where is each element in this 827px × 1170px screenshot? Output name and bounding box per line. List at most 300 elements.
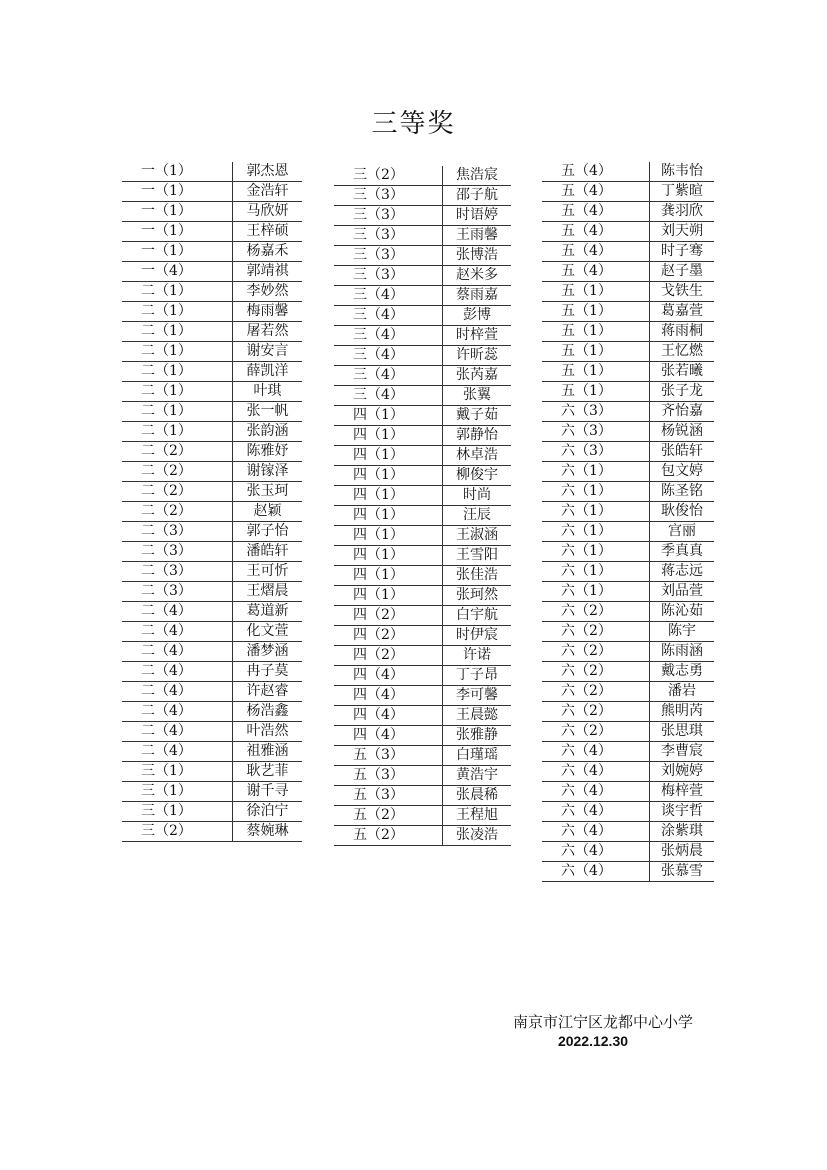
- table-row: [122, 582, 302, 602]
- table-row: [334, 626, 511, 646]
- class-cell: 五（1）: [542, 322, 650, 342]
- student-name-cell: 蔡雨嘉: [443, 286, 512, 306]
- class-cell: 一（1）: [122, 242, 233, 262]
- class-cell: 二（2）: [122, 462, 233, 482]
- student-name-cell: 柳俊宇: [443, 466, 512, 486]
- student-name-cell: 金浩轩: [233, 182, 303, 202]
- table-row: [122, 162, 302, 182]
- award-list-column-3: [542, 162, 714, 882]
- student-name-cell: 潘皓轩: [233, 542, 303, 562]
- student-name-cell: 许昕蕊: [443, 346, 512, 366]
- class-cell: 二（2）: [122, 482, 233, 502]
- student-name-cell: 彭博: [443, 306, 512, 326]
- table-row: [334, 526, 511, 546]
- table-row: [122, 242, 302, 262]
- student-name-cell: 齐怡嘉: [650, 402, 715, 422]
- student-name-cell: 张翼: [443, 386, 512, 406]
- table-row: [334, 446, 511, 466]
- class-cell: 四（1）: [334, 566, 443, 586]
- class-cell: 二（1）: [122, 382, 233, 402]
- student-name-cell: 屠若然: [233, 322, 303, 342]
- table-row: [334, 326, 511, 346]
- table-row: [542, 482, 714, 502]
- table-row: [334, 266, 511, 286]
- class-cell: 二（1）: [122, 362, 233, 382]
- table-row: [334, 566, 511, 586]
- table-row: [542, 662, 714, 682]
- student-name-cell: 张珂然: [443, 586, 512, 606]
- student-name-cell: 祖雅涵: [233, 742, 303, 762]
- table-row: [542, 242, 714, 262]
- class-cell: 四（1）: [334, 586, 443, 606]
- student-name-cell: 白宇航: [443, 606, 512, 626]
- table-row: [542, 282, 714, 302]
- class-cell: 三（2）: [122, 822, 233, 842]
- table-row: [122, 342, 302, 362]
- student-name-cell: 王晨懿: [443, 706, 512, 726]
- student-name-cell: 蒋志远: [650, 562, 715, 582]
- student-name-cell: 时子骞: [650, 242, 715, 262]
- student-name-cell: 龚羽欣: [650, 202, 715, 222]
- class-cell: 五（2）: [334, 806, 443, 826]
- class-cell: 二（3）: [122, 522, 233, 542]
- table-row: [122, 522, 302, 542]
- student-name-cell: 王雪阳: [443, 546, 512, 566]
- table-row: [334, 766, 511, 786]
- class-cell: 四（1）: [334, 526, 443, 546]
- table-row: [122, 282, 302, 302]
- class-cell: 二（1）: [122, 282, 233, 302]
- class-cell: 六（1）: [542, 482, 650, 502]
- student-name-cell: 陈圣铭: [650, 482, 715, 502]
- table-row: [122, 322, 302, 342]
- student-name-cell: 王可忻: [233, 562, 303, 582]
- class-cell: 六（4）: [542, 742, 650, 762]
- student-name-cell: 蔡婉琳: [233, 822, 303, 842]
- student-name-cell: 薛凯洋: [233, 362, 303, 382]
- class-cell: 六（4）: [542, 862, 650, 882]
- class-cell: 二（3）: [122, 562, 233, 582]
- table-row: [334, 546, 511, 566]
- class-cell: 二（4）: [122, 602, 233, 622]
- student-name-cell: 汪辰: [443, 506, 512, 526]
- issue-date: 2022.12.30: [557, 1033, 629, 1049]
- class-cell: 五（4）: [542, 202, 650, 222]
- student-name-cell: 赵颖: [233, 502, 303, 522]
- class-cell: 六（2）: [542, 682, 650, 702]
- table-row: [542, 262, 714, 282]
- table-row: [334, 506, 511, 526]
- class-cell: 二（4）: [122, 682, 233, 702]
- student-name-cell: 时尚: [443, 486, 512, 506]
- student-name-cell: 张炳晨: [650, 842, 715, 862]
- class-cell: 五（2）: [334, 826, 443, 846]
- student-name-cell: 熊明芮: [650, 702, 715, 722]
- student-name-cell: 叶琪: [233, 382, 303, 402]
- class-cell: 三（3）: [334, 206, 443, 226]
- class-cell: 三（4）: [334, 346, 443, 366]
- class-cell: 五（1）: [542, 382, 650, 402]
- class-cell: 六（4）: [542, 762, 650, 782]
- class-cell: 一（4）: [122, 262, 233, 282]
- table-row: [122, 302, 302, 322]
- class-cell: 六（4）: [542, 842, 650, 862]
- class-cell: 一（1）: [122, 162, 233, 182]
- school-name: 南京市江宁区龙都中心小学: [512, 1013, 693, 1031]
- class-cell: 六（2）: [542, 642, 650, 662]
- table-row: [122, 682, 302, 702]
- table-row: [334, 706, 511, 726]
- student-name-cell: 张子龙: [650, 382, 715, 402]
- table-row: [122, 622, 302, 642]
- student-name-cell: 戴子茹: [443, 406, 512, 426]
- table-row: [334, 226, 511, 246]
- class-cell: 六（1）: [542, 502, 650, 522]
- student-name-cell: 王雨馨: [443, 226, 512, 246]
- class-cell: 三（3）: [334, 246, 443, 266]
- table-row: [542, 442, 714, 462]
- class-cell: 六（1）: [542, 462, 650, 482]
- table-row: [542, 762, 714, 782]
- class-cell: 二（3）: [122, 542, 233, 562]
- table-row: [542, 322, 714, 342]
- student-name-cell: 张博浩: [443, 246, 512, 266]
- table-row: [542, 502, 714, 522]
- student-name-cell: 张思琪: [650, 722, 715, 742]
- table-row: [334, 586, 511, 606]
- table-row: [334, 746, 511, 766]
- table-row: [542, 842, 714, 862]
- student-name-cell: 王熠晨: [233, 582, 303, 602]
- student-name-cell: 叶浩然: [233, 722, 303, 742]
- class-cell: 四（4）: [334, 706, 443, 726]
- table-row: [542, 862, 714, 882]
- table-row: [334, 366, 511, 386]
- student-name-cell: 刘婉婷: [650, 762, 715, 782]
- student-name-cell: 王程旭: [443, 806, 512, 826]
- table-row: [542, 222, 714, 242]
- student-name-cell: 张皓轩: [650, 442, 715, 462]
- student-name-cell: 梅梓萱: [650, 782, 715, 802]
- student-name-cell: 赵米多: [443, 266, 512, 286]
- student-name-cell: 张慕雪: [650, 862, 715, 882]
- student-name-cell: 刘天朔: [650, 222, 715, 242]
- table-row: [122, 662, 302, 682]
- table-row: [122, 542, 302, 562]
- class-cell: 五（4）: [542, 162, 650, 182]
- student-name-cell: 王忆燃: [650, 342, 715, 362]
- table-row: [334, 246, 511, 266]
- award-list-column-1: [122, 162, 302, 842]
- class-cell: 五（3）: [334, 786, 443, 806]
- student-name-cell: 陈韦怡: [650, 162, 715, 182]
- student-name-cell: 郭子怡: [233, 522, 303, 542]
- student-name-cell: 梅雨馨: [233, 302, 303, 322]
- class-cell: 六（4）: [542, 802, 650, 822]
- table-row: [334, 606, 511, 626]
- table-row: [542, 522, 714, 542]
- student-name-cell: 郭静怡: [443, 426, 512, 446]
- class-cell: 三（1）: [122, 762, 233, 782]
- table-row: [542, 342, 714, 362]
- student-name-cell: 张一帆: [233, 402, 303, 422]
- student-name-cell: 谈宇哲: [650, 802, 715, 822]
- class-cell: 五（1）: [542, 282, 650, 302]
- table-row: [122, 362, 302, 382]
- class-cell: 二（1）: [122, 302, 233, 322]
- table-row: [122, 562, 302, 582]
- table-row: [542, 602, 714, 622]
- student-name-cell: 白瑾瑶: [443, 746, 512, 766]
- table-row: [334, 666, 511, 686]
- student-name-cell: 耿艺菲: [233, 762, 303, 782]
- student-name-cell: 葛道新: [233, 602, 303, 622]
- student-name-cell: 张晨稀: [443, 786, 512, 806]
- class-cell: 四（4）: [334, 726, 443, 746]
- class-cell: 六（1）: [542, 522, 650, 542]
- class-cell: 四（2）: [334, 626, 443, 646]
- student-name-cell: 焦浩宸: [443, 166, 512, 186]
- class-cell: 六（2）: [542, 722, 650, 742]
- class-cell: 六（2）: [542, 602, 650, 622]
- table-row: [542, 682, 714, 702]
- student-name-cell: 潘梦涵: [233, 642, 303, 662]
- student-name-cell: 时伊宸: [443, 626, 512, 646]
- student-name-cell: 李妙然: [233, 282, 303, 302]
- class-cell: 六（1）: [542, 562, 650, 582]
- class-cell: 一（1）: [122, 182, 233, 202]
- table-row: [542, 722, 714, 742]
- table-row: [334, 186, 511, 206]
- student-name-cell: 谢千寻: [233, 782, 303, 802]
- student-name-cell: 谢安言: [233, 342, 303, 362]
- table-row: [334, 386, 511, 406]
- student-name-cell: 戴志勇: [650, 662, 715, 682]
- table-row: [542, 162, 714, 182]
- class-cell: 五（3）: [334, 766, 443, 786]
- student-name-cell: 黄浩宇: [443, 766, 512, 786]
- student-name-cell: 陈沁茹: [650, 602, 715, 622]
- student-name-cell: 潘岩: [650, 682, 715, 702]
- class-cell: 一（1）: [122, 222, 233, 242]
- table-row: [334, 826, 511, 846]
- student-name-cell: 陈宇: [650, 622, 715, 642]
- table-row: [542, 562, 714, 582]
- class-cell: 二（4）: [122, 702, 233, 722]
- student-name-cell: 陈雅妤: [233, 442, 303, 462]
- student-name-cell: 邵子航: [443, 186, 512, 206]
- class-cell: 五（4）: [542, 182, 650, 202]
- class-cell: 二（4）: [122, 722, 233, 742]
- class-cell: 一（1）: [122, 202, 233, 222]
- class-cell: 三（4）: [334, 286, 443, 306]
- table-row: [122, 762, 302, 782]
- class-cell: 三（4）: [334, 366, 443, 386]
- table-row: [122, 222, 302, 242]
- class-cell: 四（1）: [334, 486, 443, 506]
- student-name-cell: 许赵睿: [233, 682, 303, 702]
- student-name-cell: 杨浩鑫: [233, 702, 303, 722]
- class-cell: 五（1）: [542, 302, 650, 322]
- table-row: [334, 486, 511, 506]
- table-row: [542, 422, 714, 442]
- class-cell: 三（1）: [122, 782, 233, 802]
- class-cell: 三（3）: [334, 226, 443, 246]
- class-cell: 二（4）: [122, 622, 233, 642]
- table-row: [334, 306, 511, 326]
- class-cell: 三（3）: [334, 186, 443, 206]
- table-row: [542, 642, 714, 662]
- class-cell: 二（1）: [122, 402, 233, 422]
- table-row: [542, 302, 714, 322]
- table-row: [334, 426, 511, 446]
- class-cell: 二（4）: [122, 742, 233, 762]
- table-row: [122, 502, 302, 522]
- table-row: [542, 362, 714, 382]
- student-name-cell: 王梓硕: [233, 222, 303, 242]
- class-cell: 二（1）: [122, 322, 233, 342]
- class-cell: 二（3）: [122, 582, 233, 602]
- class-cell: 二（4）: [122, 642, 233, 662]
- student-name-cell: 杨锐涵: [650, 422, 715, 442]
- class-cell: 四（2）: [334, 646, 443, 666]
- table-row: [122, 382, 302, 402]
- student-name-cell: 宫丽: [650, 522, 715, 542]
- table-row: [122, 702, 302, 722]
- table-row: [542, 382, 714, 402]
- class-cell: 五（1）: [542, 342, 650, 362]
- student-name-cell: 张雅静: [443, 726, 512, 746]
- table-row: [334, 686, 511, 706]
- table-row: [334, 466, 511, 486]
- table-row: [542, 542, 714, 562]
- class-cell: 六（1）: [542, 542, 650, 562]
- student-name-cell: 张韵涵: [233, 422, 303, 442]
- class-cell: 五（4）: [542, 222, 650, 242]
- class-cell: 六（4）: [542, 782, 650, 802]
- table-row: [122, 602, 302, 622]
- class-cell: 六（4）: [542, 822, 650, 842]
- student-name-cell: 郭杰恩: [233, 162, 303, 182]
- student-name-cell: 葛嘉萱: [650, 302, 715, 322]
- table-row: [122, 782, 302, 802]
- table-row: [122, 402, 302, 422]
- class-cell: 六（3）: [542, 442, 650, 462]
- class-cell: 六（3）: [542, 422, 650, 442]
- table-row: [122, 722, 302, 742]
- class-cell: 六（2）: [542, 662, 650, 682]
- class-cell: 二（1）: [122, 422, 233, 442]
- table-row: [334, 166, 511, 186]
- class-cell: 四（1）: [334, 446, 443, 466]
- class-cell: 六（2）: [542, 702, 650, 722]
- class-cell: 二（1）: [122, 342, 233, 362]
- table-row: [122, 482, 302, 502]
- class-cell: 五（4）: [542, 242, 650, 262]
- class-cell: 三（4）: [334, 306, 443, 326]
- student-name-cell: 林卓浩: [443, 446, 512, 466]
- table-row: [334, 206, 511, 226]
- class-cell: 四（2）: [334, 606, 443, 626]
- table-row: [542, 622, 714, 642]
- table-row: [542, 582, 714, 602]
- class-cell: 二（2）: [122, 502, 233, 522]
- student-name-cell: 季真真: [650, 542, 715, 562]
- table-row: [334, 806, 511, 826]
- class-cell: 六（1）: [542, 582, 650, 602]
- table-row: [122, 822, 302, 842]
- class-cell: 五（3）: [334, 746, 443, 766]
- class-cell: 六（2）: [542, 622, 650, 642]
- student-name-cell: 马欣妍: [233, 202, 303, 222]
- table-row: [542, 742, 714, 762]
- student-name-cell: 李曹宸: [650, 742, 715, 762]
- table-row: [122, 202, 302, 222]
- student-name-cell: 赵子墨: [650, 262, 715, 282]
- table-row: [542, 202, 714, 222]
- table-row: [542, 802, 714, 822]
- class-cell: 五（4）: [542, 262, 650, 282]
- student-name-cell: 李可馨: [443, 686, 512, 706]
- table-row: [334, 406, 511, 426]
- student-name-cell: 张凌浩: [443, 826, 512, 846]
- class-cell: 四（1）: [334, 466, 443, 486]
- table-row: [542, 782, 714, 802]
- table-row: [122, 802, 302, 822]
- award-list-column-2: [334, 166, 511, 846]
- student-name-cell: 丁紫暄: [650, 182, 715, 202]
- class-cell: 二（2）: [122, 442, 233, 462]
- student-name-cell: 许诺: [443, 646, 512, 666]
- table-row: [334, 646, 511, 666]
- student-name-cell: 张玉珂: [233, 482, 303, 502]
- student-name-cell: 时语婷: [443, 206, 512, 226]
- class-cell: 五（1）: [542, 362, 650, 382]
- class-cell: 四（1）: [334, 406, 443, 426]
- student-name-cell: 丁子昂: [443, 666, 512, 686]
- student-name-cell: 张若曦: [650, 362, 715, 382]
- student-name-cell: 陈雨涵: [650, 642, 715, 662]
- student-name-cell: 蒋雨桐: [650, 322, 715, 342]
- table-row: [334, 346, 511, 366]
- table-row: [122, 442, 302, 462]
- class-cell: 四（1）: [334, 546, 443, 566]
- table-row: [122, 462, 302, 482]
- class-cell: 三（1）: [122, 802, 233, 822]
- class-cell: 二（4）: [122, 662, 233, 682]
- class-cell: 四（1）: [334, 426, 443, 446]
- table-row: [122, 182, 302, 202]
- class-cell: 三（3）: [334, 266, 443, 286]
- table-row: [122, 262, 302, 282]
- student-name-cell: 耿俊怡: [650, 502, 715, 522]
- table-row: [334, 786, 511, 806]
- class-cell: 四（4）: [334, 666, 443, 686]
- table-row: [122, 422, 302, 442]
- table-row: [542, 462, 714, 482]
- table-row: [542, 822, 714, 842]
- student-name-cell: 徐泊宁: [233, 802, 303, 822]
- student-name-cell: 王淑涵: [443, 526, 512, 546]
- table-row: [122, 642, 302, 662]
- table-row: [334, 726, 511, 746]
- class-cell: 四（1）: [334, 506, 443, 526]
- table-row: [542, 182, 714, 202]
- table-row: [334, 286, 511, 306]
- class-cell: 六（3）: [542, 402, 650, 422]
- student-name-cell: 刘品萱: [650, 582, 715, 602]
- table-row: [542, 402, 714, 422]
